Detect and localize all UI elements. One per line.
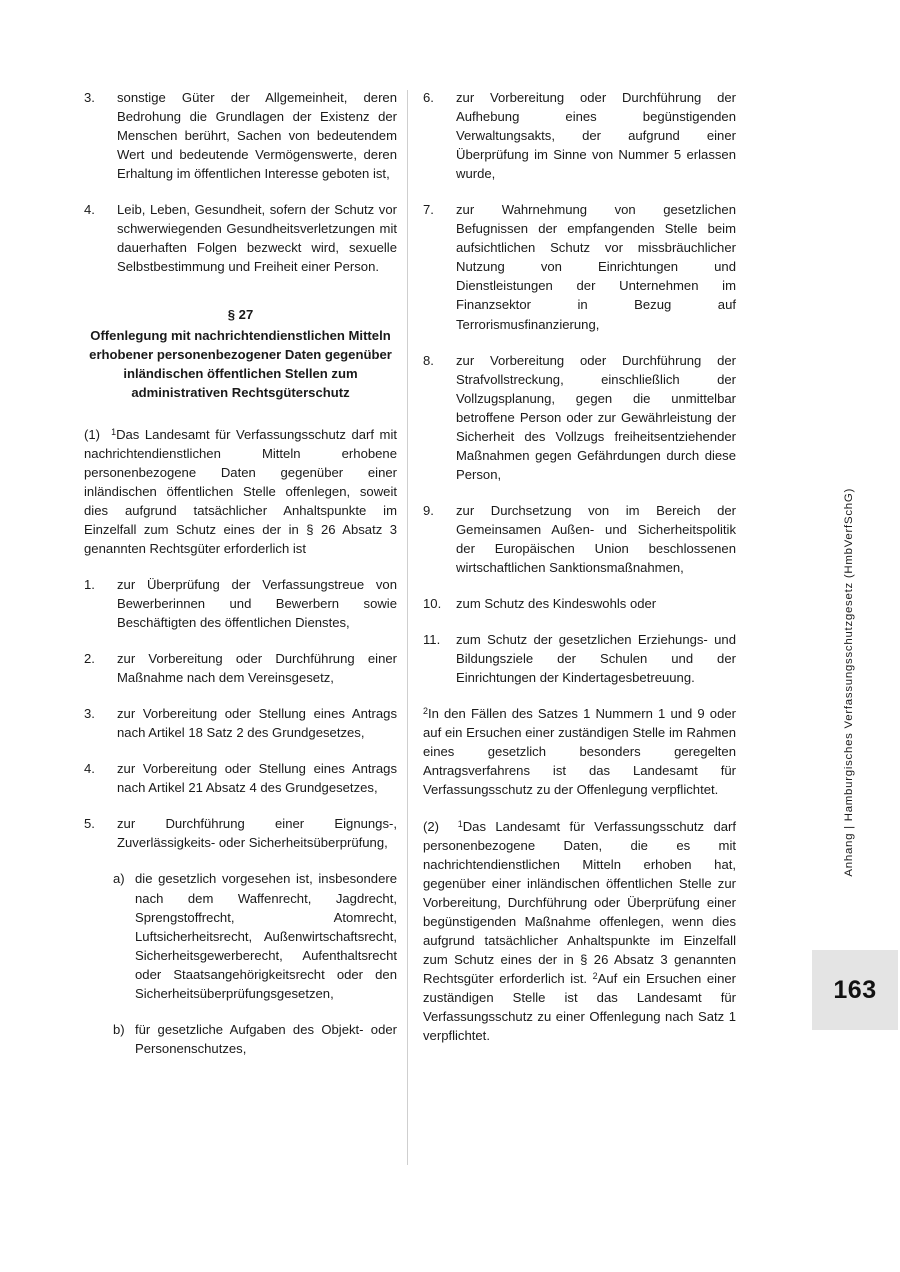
- list-item-text: zur Durchführung einer Eignungs-, Zuverlässigkeits- oder Sicherheitsüberprüfung,: [117, 816, 397, 851]
- section-number: § 27: [227, 307, 254, 323]
- sub-list-item-marker: a): [113, 871, 125, 887]
- paragraph-text: In den Fällen des Satzes 1 Nummern 1 und 9 oder auf ein Ersuchen einer zuständigen Stelle im Rahmen eines gesetzlich besonders geregelten Antragsverfahrens ist das Landesamt für Verfassungsschutz zu der Offenlegung verpflichtet.: [423, 706, 736, 798]
- list-item-text: sonstige Güter der Allgemeinheit, deren Bedrohung die Grundlagen der Existenz der Menschen berührt, Sachen von bedeutendem Wert und bedeutende Vermögenswerte, deren Erhaltung im öffentlichen Interesse geboten ist,: [117, 90, 397, 182]
- list-item-text: zur Überprüfung der Verfassungstreue von Bewerberinnen und Bewerbern sowie Beschäftigten des öffentlichen Dienstes,: [117, 576, 397, 631]
- list-item-marker: 3.: [84, 90, 95, 105]
- list-item-marker: 6.: [423, 90, 434, 105]
- list-item: [84, 200, 397, 276]
- paragraph-text-part-2: Auf ein Ersuchen einer zuständigen Stelle ist das Landesamt für Verfassungsschutz zu einer Offenlegung nach Satz 1 verpflichtet.: [423, 970, 736, 1044]
- list-item: [84, 88, 397, 183]
- list-item-text: zur Vorbereitung oder Stellung eines Antrags nach Artikel 18 Satz 2 des Grundgesetzes,: [117, 706, 397, 741]
- list-item-marker: 5.: [84, 816, 95, 832]
- page-number-box: [812, 950, 898, 1030]
- list-item: [423, 351, 736, 484]
- list-item: [423, 594, 736, 613]
- sub-list-item: [113, 869, 397, 1002]
- list-item-text: zur Vorbereitung oder Durchführung der Aufhebung eines begünstigenden Verwaltungsakts, der aufgrund einer Überprüfung im Sinne von Nummer 5 erlassen wurde,: [456, 90, 736, 182]
- list-item: [84, 814, 397, 852]
- list-item-marker: 3.: [84, 706, 95, 722]
- list-item-text: zur Wahrnehmung von gesetzlichen Befugnissen der empfangenden Stelle beim aufsichtlichen Schutz vor missbräuchlicher Nutzung von Einrichtungen und Dienstleistungen der Unternehmen im Finanzsektor in Bezug auf Terrorismusfinanzierung,: [456, 202, 736, 332]
- column-divider: [407, 90, 408, 1165]
- sub-list-item-text: die gesetzlich vorgesehen ist, insbesondere nach dem Waffenrecht, Jagdrecht, Sprengstoffrecht, Atomrecht, Luftsicherheitsrecht, Außenwirtschaftsrecht, Sicherheitsgewerberecht, Aufenthaltsrecht oder Staatsangehörigkeitsrecht oder den Sicherheitsüberprüfungsgesetzen,: [135, 871, 397, 1001]
- list-item: [84, 759, 397, 797]
- sub-list-item-text: für gesetzliche Aufgaben des Objekt- oder Personenschutzes,: [135, 1021, 397, 1056]
- list-item-marker: 7.: [423, 202, 434, 218]
- paragraph-label: (2): [423, 818, 440, 834]
- list-item-marker: 2.: [84, 651, 95, 667]
- margin-running-head: [812, 488, 888, 918]
- paragraph-label: (1): [84, 426, 101, 442]
- footnote-marker: 2: [423, 706, 428, 717]
- list-item-marker: 8.: [423, 352, 434, 368]
- left-column: [84, 88, 397, 1075]
- list-item-text: zur Vorbereitung oder Durchführung der Strafvollstreckung, einschließlich der Vollzugsplanung, gegen die unmittelbar betroffene Person oder zur Gewährleistung der Sicherheit des Vollzugs freiheitsentziehender Maßnahmen gegen Gefährdungen durch diese Person,: [456, 352, 736, 482]
- section-heading: [84, 306, 397, 402]
- paragraph-2: [423, 817, 736, 1046]
- list-item-marker: 9.: [423, 502, 434, 518]
- list-item: [84, 575, 397, 632]
- list-item: [84, 649, 397, 687]
- footnote-marker: 1: [457, 818, 463, 829]
- list-item-marker: 11.: [423, 632, 441, 648]
- section-title: Offenlegung mit nachrichtendienstlichen Mitteln erhobener personenbezogener Daten gegenüber inländischen öffentlichen Stellen zum administrativen Rechtsgüterschutz: [89, 328, 392, 400]
- list-item: [84, 704, 397, 742]
- list-item-text: zur Durchsetzung von im Bereich der Gemeinsamen Außen- und Sicherheitspolitik der Europäischen Union beschlossenen wirtschaftlichen Sanktionsmaßnahmen,: [456, 502, 736, 576]
- footnote-marker: 1: [111, 426, 117, 437]
- list-item-text: zum Schutz der gesetzlichen Erziehungs- und Bildungsziele der Schulen und der Einrichtungen der Kindertagesbetreuung.: [456, 632, 736, 686]
- list-item: [423, 200, 736, 333]
- sub-list-item: [113, 1020, 397, 1058]
- paragraph-1: [84, 425, 397, 558]
- list-item: [423, 88, 736, 183]
- paragraph-text: Das Landesamt für Verfassungsschutz darf mit nachrichtendienstlichen Mitteln erhobene personenbezogene Daten gegenüber einer inländischen öffentlichen Stelle offenlegen, soweit dies aufgrund tatsächlicher Anhaltspunkte im Einzelfall zum Schutz eines der in § 26 Absatz 3 genannten Rechtsgüter erforderlich ist: [84, 426, 398, 556]
- list-item-text: Leib, Leben, Gesundheit, sofern der Schutz vor schwerwiegenden Gesundheitsverletzungen mit dauerhaften Folgen bezweckt wird, sexuelle Selbstbestimmung und Freiheit einer Person.: [117, 202, 397, 275]
- list-item-marker: 4.: [84, 761, 95, 777]
- running-head-text: Anhang | Hamburgisches Verfassungsschutzgesetz (HmbVerfSchG): [843, 488, 856, 877]
- list-item: [423, 501, 736, 577]
- list-item-marker: 4.: [84, 202, 95, 218]
- list-item: [423, 630, 736, 687]
- list-item-text: zur Vorbereitung oder Durchführung einer Maßnahme nach dem Vereinsgesetz,: [117, 651, 397, 686]
- page-number: 163: [833, 975, 877, 1004]
- list-item-text: zum Schutz des Kindeswohls oder: [456, 596, 657, 612]
- list-item-text: zur Vorbereitung oder Stellung eines Antrags nach Artikel 21 Absatz 4 des Grundgesetzes,: [117, 761, 397, 796]
- right-column: [423, 88, 736, 1062]
- list-item-marker: 1.: [84, 576, 95, 592]
- footnote-marker: 2: [592, 970, 598, 981]
- sub-list-item-marker: b): [113, 1021, 125, 1037]
- paragraph-1-sentence-2: [423, 704, 736, 799]
- paragraph-text-part-1: Das Landesamt für Verfassungsschutz darf personenbezogene Daten, die es mit nachrichtendienstlichen Mitteln erhoben hat, gegenüber einer inländischen öffentlichen Stelle zur Vorbereitung, Durchführung oder Überprüfung einer begünstigenden Maßnahme offenlegen, wenn dies aufgrund tatsächlicher Anhaltspunkte im Einzelfall zum Schutz eines der in § 26 Absatz 3 genannten Rechtsgüter erforderlich ist.: [423, 818, 737, 986]
- list-item-marker: 10.: [423, 596, 442, 612]
